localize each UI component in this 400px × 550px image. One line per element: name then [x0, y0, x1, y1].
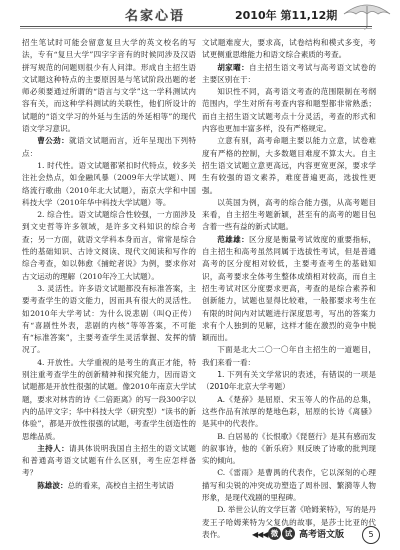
paragraph-text: 招生笔试时可能会留意复旦大学的英文校名的写法，专有“复旦大学”四字字音有的时候同涉及汉语拼写规范的问题则很少有人问津。形成自主招生语文试题这种特点的主要原因是与笔试阶段出题的老师必须要通过所谓的“语言与文学”这一学科测试内容有关，而这种学科测试的关联性，他们所设计的试题的“语文学习的外延与生活的外延相等”的现代语文学习意识。 — [22, 38, 196, 134]
answer-option — [202, 394, 376, 431]
paragraph-text: 立意有别，高考命题主要以能力立意，试卷难度有严格的控制，大多数题目难度不算太大。自主招生语文试题立意更高远，内容更宽更深，要求学生有较强的语文素养，难度普遍更高，选拔性更强。 — [202, 136, 376, 195]
paragraph-text: 文试题难度大，要求高，试卷结构和模式多变，考试更侧重思维能力和语文综合素质的考查。 — [202, 38, 376, 60]
paragraph-text: 2. 综合性。语文试题综合性较强，一方面涉及到文史哲等许多领域，是许多文科知识的综合考查；另一方面，就语文学科本身而言，常常是综合性的基础知识、古诗文阅读、现代文阅读和写作的综合考查，如以韩愈《捕蛇者说》为例，要求你对古文运动的理解（2010年冷工大试题）。 — [22, 210, 196, 281]
page-number: 5 — [362, 526, 380, 544]
paragraph-text: 请具体说明我国自主招生的语文试题和普通高考语文试题有什么区别，考生应怎样备考？ — [22, 443, 197, 478]
paragraph — [202, 197, 376, 234]
paragraph — [22, 357, 196, 443]
paragraph-text: 就语文试题而言，近年呈现出下列特点： — [22, 136, 197, 158]
header-rule-thin — [20, 28, 372, 29]
paragraph — [202, 344, 376, 369]
paragraph — [22, 160, 196, 209]
speaker-name: 陈雄波： — [37, 480, 68, 490]
footer-title: 高考语文版 — [299, 530, 345, 540]
page-footer — [0, 522, 400, 550]
paragraph-text: 总的看来，高校自主招生考试语 — [67, 480, 174, 490]
paragraph — [202, 86, 376, 135]
page-header — [0, 0, 400, 32]
speaker-name: 胡家曜： — [217, 62, 250, 72]
paragraph-text: B. 白居易的《长恨歌》《琵琶行》是其有感而发的叙事诗，他的《新乐府》则反映了诗歌的批判现实的倾向。 — [202, 431, 376, 466]
issue-number: 2010年 第11,12期 — [235, 9, 338, 22]
paragraph-text: 4. 开放性。大学重视的是考生的真正才能，特别注重考查学生的创新精神和探究能力，因而语文试题都是开放性很强的试题。像2010年南京大学试题，要求对林肯的诗《二倍距离》的写一段300字以内的品评文字；华中科技大学（研究型）“读书的新体验”，都是开放性很强的试题，考查学生创造性的思维品质。 — [22, 357, 196, 441]
paragraph-text: C.《雷雨》是曹禺的代表作，它以深刻的心理描写和尖锐的冲突成功塑造了周朴园、繁漪等人物形象，是现代戏剧的里程碑。 — [202, 468, 376, 502]
paragraph-text: 以英国为例，高考的综合能力强，从高考题目来看，自主招生考题新颖，甚至有的高考的题目包含着一些有益的新式试题。 — [202, 197, 376, 232]
paragraph — [22, 209, 196, 283]
paragraph — [22, 135, 196, 160]
answer-option — [202, 467, 376, 504]
paragraph — [22, 480, 196, 492]
paragraph-text: 3. 灵活性。许多语文试题都没有标准答案，主要考查学生的语文能力，因而具有很大的灵活性。如2010年大学考试：为什么说悲剧（叫Q正传）有“喜剧性外表，悲剧的内核”等等答案，不可能有“标准答案”，主要考查学生灵活掌握、发挥的情况了。 — [22, 283, 196, 355]
paragraph-text: 自主招生语文考试与高考语文试卷的主要区别在于： — [202, 62, 377, 84]
arrows-icon: ◀◀◀ — [252, 530, 268, 539]
speaker-name: 范雄雄： — [217, 234, 250, 244]
paragraph-text: 下面是北大二〇一〇年自主招生的一道题目，我们来看一看： — [202, 345, 376, 367]
badge-char: 试 — [282, 527, 295, 540]
question-stem — [202, 369, 376, 394]
paragraph-text: D. 举世公认的文学巨著《哈姆莱特》，写的是丹麦王子哈姆莱特为父复仇的故事，是莎士比亚的代表作。 — [202, 505, 376, 539]
paragraph — [202, 62, 376, 87]
answer-option — [202, 431, 376, 468]
paragraph — [22, 37, 196, 135]
paragraph — [22, 443, 196, 480]
left-column — [22, 37, 196, 521]
paragraph-text: 1. 下列有关文学常识的表述，有错误的一项是（2010年北京大学考题） — [202, 370, 376, 392]
footer-badge — [268, 527, 344, 540]
paragraph — [202, 135, 376, 196]
magazine-brand: 名家心语 — [125, 9, 186, 24]
paragraph-text: A.《楚辞》是屈原、宋玉等人的作品的总集，这些作品有浓厚的楚地色彩，屈原的长诗《离骚》是其中的代表作。 — [202, 394, 376, 429]
paragraph — [22, 283, 196, 357]
paragraph-text: 知识性不同，高考语文考查的范围限制在考纲范围内，学生对所有考查内容和题型都非常熟悉；而自主招生语文试题考点十分灵活，考查的形式和内容也更加丰富多样，没有严格规定。 — [202, 87, 376, 134]
speaker-name: 主持人： — [37, 443, 70, 453]
paragraph-text: 1. 时代性。语文试题都紧扣时代特点，较多关注社会热点，如金融风暴（2009年大学试题）、网络流行歌曲（2010年北大试题），南京大学和中国科技大学（2010年华中科技大学试题）等。 — [22, 160, 196, 207]
badge-char: 微 — [268, 527, 281, 540]
paragraph — [202, 37, 376, 62]
paragraph-text: 区分度是衡量考试效度的重要指标，自主招生和高考虽然同属于选拔性考试，但是普通高考的区分度相对较低，主要考查考生的基础知识，高考要求全体考生整体成绩相对较高，而自主招生考试对区分度要求更高，考查的是综合素养和创新能力，试题也显得比较难，一般都要求考生在有限的时间内对试题进行深度思考，写出的答案力求有个人独到的见解，这样才能在激烈的竞争中脱颖而出。 — [202, 234, 377, 343]
header-rule — [20, 26, 372, 27]
paragraph — [202, 234, 376, 345]
speaker-name: 曹公劲： — [37, 136, 70, 146]
